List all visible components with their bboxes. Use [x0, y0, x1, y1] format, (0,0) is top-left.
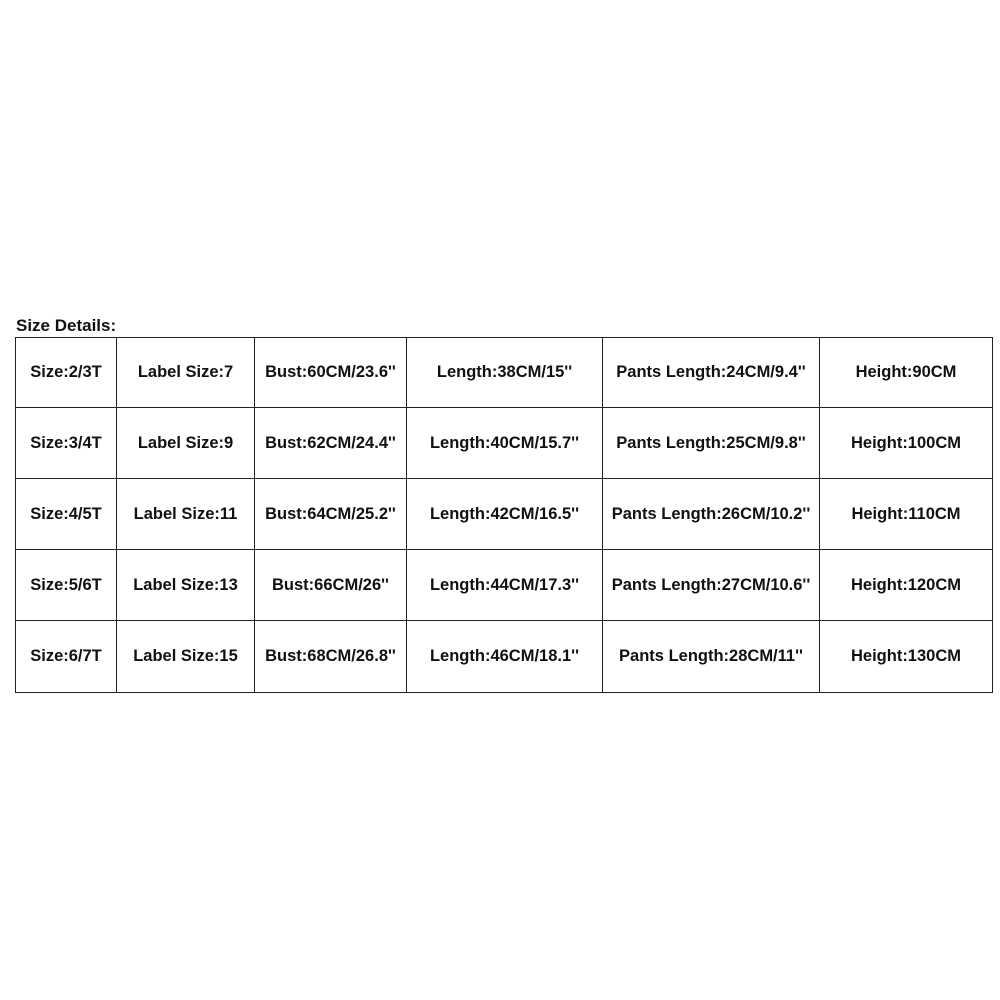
- table-row: [16, 408, 993, 479]
- label-size-cell: Label Size:13: [117, 550, 255, 621]
- height-cell: Height:130CM: [820, 621, 993, 693]
- bust-cell: Bust:66CM/26'': [255, 550, 407, 621]
- size-cell: Size:3/4T: [16, 408, 117, 479]
- table-row: [16, 621, 993, 693]
- label-size-cell: Label Size:7: [117, 338, 255, 408]
- bust-cell: Bust:60CM/23.6'': [255, 338, 407, 408]
- table-row: [16, 550, 993, 621]
- size-cell: Size:5/6T: [16, 550, 117, 621]
- height-cell: Height:120CM: [820, 550, 993, 621]
- label-size-cell: Label Size:11: [117, 479, 255, 550]
- label-size-cell: Label Size:15: [117, 621, 255, 693]
- length-cell: Length:40CM/15.7'': [407, 408, 603, 479]
- length-cell: Length:38CM/15'': [407, 338, 603, 408]
- size-cell: Size:4/5T: [16, 479, 117, 550]
- height-cell: Height:100CM: [820, 408, 993, 479]
- length-cell: Length:46CM/18.1'': [407, 621, 603, 693]
- length-cell: Length:42CM/16.5'': [407, 479, 603, 550]
- pants-length-cell: Pants Length:25CM/9.8'': [603, 408, 820, 479]
- size-cell: Size:6/7T: [16, 621, 117, 693]
- height-cell: Height:110CM: [820, 479, 993, 550]
- table-row: [16, 479, 993, 550]
- height-cell: Height:90CM: [820, 338, 993, 408]
- size-details-table: [15, 337, 993, 693]
- pants-length-cell: Pants Length:28CM/11'': [603, 621, 820, 693]
- pants-length-cell: Pants Length:27CM/10.6'': [603, 550, 820, 621]
- bust-cell: Bust:68CM/26.8'': [255, 621, 407, 693]
- length-cell: Length:44CM/17.3'': [407, 550, 603, 621]
- label-size-cell: Label Size:9: [117, 408, 255, 479]
- bust-cell: Bust:64CM/25.2'': [255, 479, 407, 550]
- pants-length-cell: Pants Length:26CM/10.2'': [603, 479, 820, 550]
- table-row: [16, 338, 993, 408]
- pants-length-cell: Pants Length:24CM/9.4'': [603, 338, 820, 408]
- size-details-title: Size Details:: [16, 316, 117, 335]
- size-cell: Size:2/3T: [16, 338, 117, 408]
- bust-cell: Bust:62CM/24.4'': [255, 408, 407, 479]
